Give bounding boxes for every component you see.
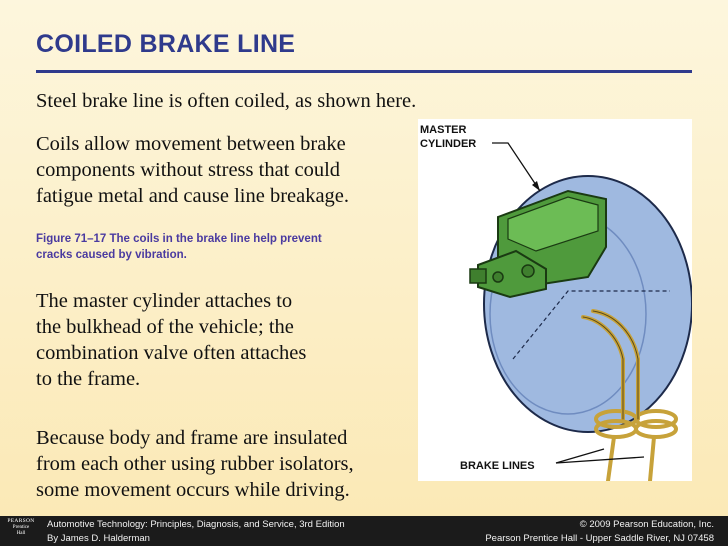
paragraph-line: combination valve often attaches xyxy=(36,342,307,364)
footer-bar xyxy=(0,516,728,546)
label-cylinder: CYLINDER xyxy=(420,138,477,150)
figure-caption xyxy=(36,231,406,263)
brake-line-figure xyxy=(418,119,692,481)
paragraph-coils xyxy=(36,131,349,209)
paragraph-line: the bulkhead of the vehicle; the xyxy=(36,316,294,338)
caption-line: Figure 71–17 The coils in the brake line help prevent xyxy=(36,233,322,245)
logo-text: Hall xyxy=(16,531,26,536)
paragraph-line: components without stress that could xyxy=(36,159,341,181)
footer-book-title: Automotive Technology: Principles, Diagnosis, and Service, 3rd Edition xyxy=(47,519,345,530)
paragraph-line: to the frame. xyxy=(36,368,141,390)
paragraph-line: some movement occurs while driving. xyxy=(36,479,350,501)
arrowhead-icon xyxy=(532,181,540,191)
footer-author: By James D. Halderman xyxy=(47,533,150,544)
label-brake-lines: BRAKE LINES xyxy=(460,460,535,472)
paragraph-line: Because body and frame are insulated xyxy=(36,427,348,449)
brake-lines-leader xyxy=(556,457,644,463)
caption-line: cracks caused by vibration. xyxy=(36,249,187,261)
title-underline xyxy=(36,70,692,73)
paragraph-master-cylinder xyxy=(36,288,306,392)
publisher-logo xyxy=(2,518,40,544)
paragraph-isolators xyxy=(36,425,354,503)
logo-text: Prentice xyxy=(12,525,30,530)
paragraph-line: The master cylinder attaches to xyxy=(36,290,293,312)
brake-diagram xyxy=(418,119,692,481)
lead-text: Steel brake line is often coiled, as shown here. xyxy=(36,90,417,112)
logo-text: PEARSON xyxy=(7,518,35,524)
label-master: MASTER xyxy=(420,124,467,136)
paragraph-line: from each other using rubber isolators, xyxy=(36,453,354,475)
footer-publisher: Pearson Prentice Hall - Upper Saddle River, NJ 07458 xyxy=(485,533,714,544)
paragraph-line: fatigue metal and cause line breakage. xyxy=(36,185,350,207)
paragraph-line: Coils allow movement between brake xyxy=(36,133,346,155)
slide-title: COILED BRAKE LINE xyxy=(36,30,296,58)
footer-copyright: © 2009 Pearson Education, Inc. xyxy=(579,519,714,530)
master-cylinder-leader xyxy=(492,143,540,191)
